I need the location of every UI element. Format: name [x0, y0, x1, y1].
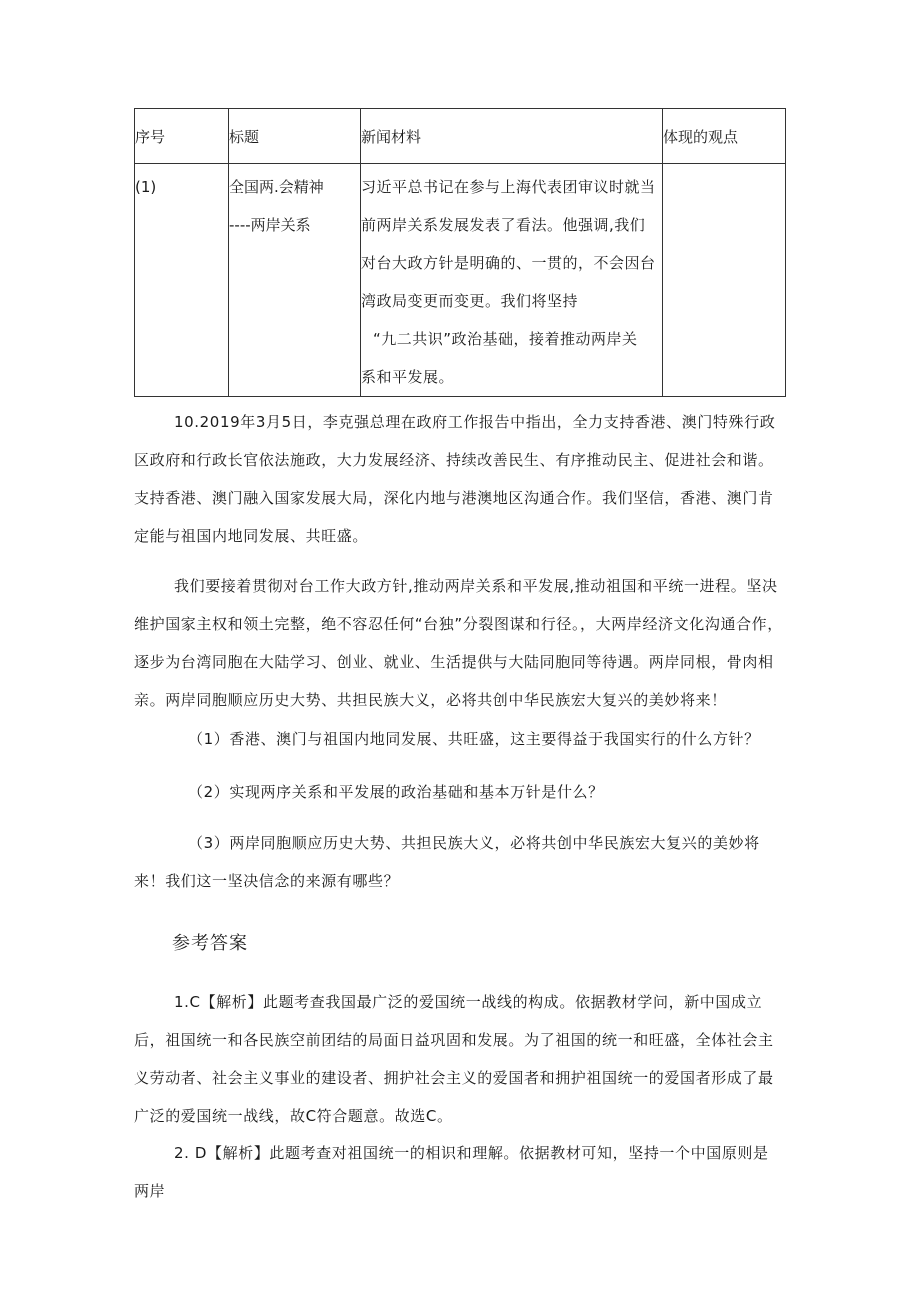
q10-paragraph-1: 10.2019年3月5日，李克强总理在政府工作报告中指出，全力支持香港、澳门特殊行政区政府和行政长官依法施政，大力发展经济、持续改善民生、有序推动民主、促进社会和谐。支持香港、澳门融入国家发展大局，深化内地与港澳地区沟通合作。我们坚信，香港、澳门肯定能与祖国内地同发展、共旺盛。 — [134, 413, 776, 545]
header-title: 标题 — [229, 109, 361, 164]
header-viewpoint: 体现的观点 — [663, 109, 786, 164]
answer-1: 1.C【解析】此题考查我国最广泛的爱国统一战线的构成。依据教材学问，新中国成立后，祖国统一和各民族空前团结的局面日益巩固和发展。为了祖国的统一和旺盛，全体社会主义劳动者、社会主义事业的建设者、拥护社会主义的爱国者和拥护祖国统一的爱国者形成了最广泛的爱国统一战线，故C符合题意。故选C。 — [134, 993, 774, 1125]
news-line: 湾政局变更而变更。我们将坚持 — [361, 292, 579, 310]
title-line: ----两岸关系 — [229, 216, 311, 234]
news-line: 前两岸关系发展发表了看法。他强调,我们 — [361, 216, 646, 234]
title-line: 全国两.会精神 — [229, 178, 324, 196]
q10-sub-2: （2）实现两序关系和平发展的政治基础和基本万针是什么？ — [188, 783, 604, 801]
q10-paragraph-2: 我们要接着贯彻对台工作大政方针,推动两岸关系和平发展,推动祖国和平统一进程。坚决维护国家主权和领土完整，绝不容忍任何“台独”分裂图谋和行径。，大两岸经济文化沟通合作，逐步为台湾同胞在大陆学习、创业、就业、生活提供与大陆同胞同等待遇。两岸同根，骨肉相亲。两岸同胞顺应历史大势、共担民族大义，必将共创中华民族宏大复兴的美妙将来！ — [134, 577, 783, 709]
row-title — [229, 164, 361, 397]
news-line: 系和平发展。 — [361, 368, 455, 386]
q10-sub-3: （3）两岸同胞顺应历史大势、共担民族大义，必将共创中华民族宏大复兴的美妙将来！我们这一坚决信念的来源有哪些？ — [134, 834, 760, 890]
row-viewpoint — [663, 164, 786, 397]
answers-heading: 参考答案 — [172, 933, 248, 954]
news-line: “九二共识”政治基础，接着推动两岸关 — [373, 330, 638, 348]
news-line: 习近平总书记在参与上海代表团审议时就当 — [361, 178, 656, 196]
row-news — [361, 164, 663, 397]
answer-2: 2. D【解析】此题考查对祖国统一的相识和理解。依据教材可知，坚持一个中国原则是两岸 — [134, 1144, 769, 1200]
q10-sub-1: （1）香港、澳门与祖国内地同发展、共旺盛，这主要得益于我国实行的什么方针？ — [188, 730, 760, 748]
row-serial: (1) — [135, 164, 229, 397]
news-line: 对台大政方针是明确的、一贯的，不会因台 — [361, 254, 656, 272]
header-serial: 序号 — [135, 109, 229, 164]
header-news: 新闻材料 — [361, 109, 663, 164]
news-table — [134, 108, 786, 397]
